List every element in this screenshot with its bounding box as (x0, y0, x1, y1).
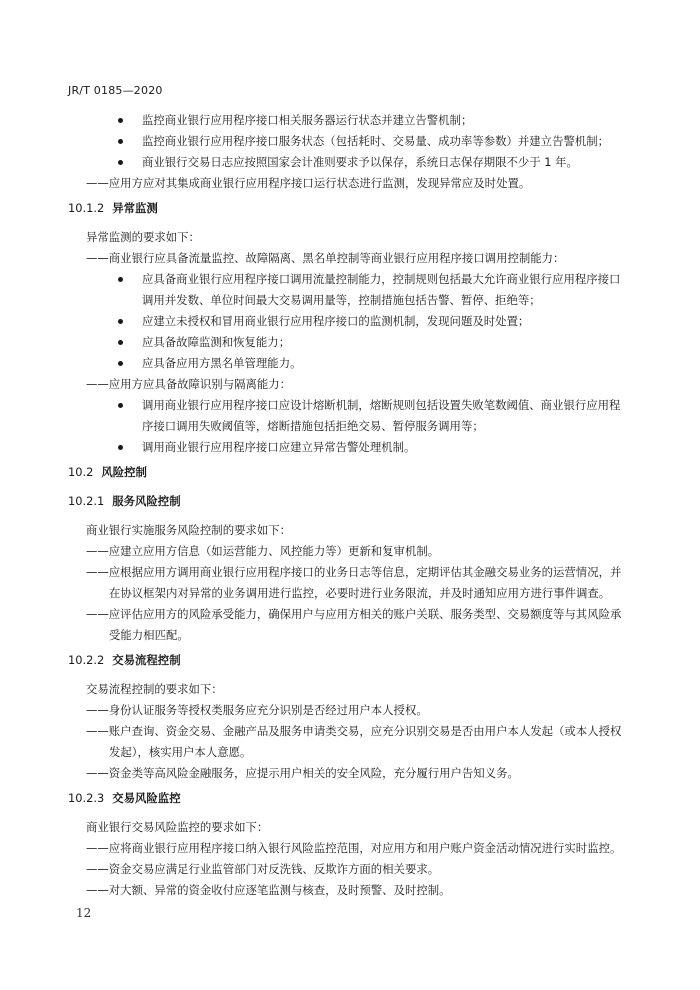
dash-item: ——应根据应用方调用商业银行应用程序接口的业务日志等信息，定期评估其金融交易业务的运营情况，并在协议框架内对异常的业务调用进行监控，必要时进行业务限流，并及时通知应用方进行事件调查。 (86, 565, 622, 600)
section-title: 异常监测 (112, 201, 158, 215)
section-number: 10.2 (68, 465, 94, 479)
section-title: 交易风险监控 (112, 791, 181, 805)
dash-item: ——应用方应对其集成商业银行应用程序接口运行状态进行监测，发现异常应及时处置。 (86, 176, 531, 190)
bullet-dot-icon (118, 160, 123, 165)
bullet-dot-icon (118, 139, 123, 144)
dash-item: ——应将商业银行应用程序接口纳入银行风险监控范围，对应用方和用户账户资金活动情况进行实时监控。 (86, 841, 622, 855)
bullet-dot-icon (118, 277, 123, 282)
bullet-item (68, 332, 628, 353)
section-heading (68, 650, 628, 671)
dash-item: ——资金交易应满足行业监管部门对反洗钱、反欺诈方面的相关要求。 (86, 862, 440, 876)
dash-item: ——账户查询、资金交易、金融产品及服务申请类交易，应充分识别交易是否由用户本人发起（或本人授权发起），核实用户本人意愿。 (86, 724, 622, 759)
section-title: 服务风险控制 (112, 494, 181, 508)
paragraph: 商业银行实施服务风险控制的要求如下： (86, 523, 292, 537)
bullet-item (68, 152, 628, 173)
document-body (68, 110, 628, 901)
section-number: 10.2.2 (68, 653, 105, 667)
paragraph: 交易流程控制的要求如下： (86, 682, 223, 696)
bullet-item (68, 269, 628, 311)
bullet-item (68, 395, 628, 437)
bullet-text: 监控商业银行应用程序接口相关服务器运行状态并建立告警机制； (142, 113, 473, 127)
standard-number: JR/T 0185—2020 (68, 84, 163, 97)
bullet-dot-icon (118, 319, 123, 324)
section-heading (68, 788, 628, 809)
bullet-item (68, 437, 628, 458)
section-title: 风险控制 (101, 465, 147, 479)
bullet-text: 应具备应用方黑名单管理能力。 (142, 356, 302, 370)
bullet-dot-icon (118, 403, 123, 408)
section-heading (68, 462, 628, 483)
bullet-text: 调用商业银行应用程序接口应设计熔断机制，熔断规则包括设置失败笔数阈值、商业银行应用程序接口调用失败阈值等，熔断措施包括拒绝交易、暂停服务调用等； (142, 398, 621, 433)
dash-item: ——应用方应具备故障识别与隔离能力： (86, 377, 292, 391)
section-heading (68, 491, 628, 512)
bullet-text: 应具备商业银行应用程序接口调用流量控制能力，控制规则包括最大允许商业银行应用程序接口调用并发数、单位时间最大交易调用量等，控制措施包括告警、暂停、拒绝等； (142, 272, 621, 307)
dash-item: ——应评估应用方的风险承受能力，确保用户与应用方相关的账户关联、服务类型、交易额度等与其风险承受能力相匹配。 (86, 607, 622, 642)
section-heading (68, 198, 628, 219)
bullet-item (68, 131, 628, 152)
dash-item: ——资金类等高风险金融服务，应提示用户相关的安全风险，充分履行用户告知义务。 (86, 766, 519, 780)
bullet-dot-icon (118, 340, 123, 345)
dash-item: ——商业银行应具备流量监控、故障隔离、黑名单控制等商业银行应用程序接口调用控制能力： (86, 251, 565, 265)
bullet-item (68, 311, 628, 332)
bullet-text: 调用商业银行应用程序接口应建立异常告警处理机制。 (142, 440, 416, 454)
section-title: 交易流程控制 (112, 653, 181, 667)
page-number: 12 (76, 906, 92, 920)
bullet-text: 应建立未授权和冒用商业银行应用程序接口的监测机制，发现问题及时处置； (142, 314, 530, 328)
bullet-text: 商业银行交易日志应按照国家会计准则要求予以保存，系统日志保存期限不少于 1 年。 (142, 155, 578, 169)
dash-item: ——对大额、异常的资金收付应逐笔监测与核查，及时预警、及时控制。 (86, 883, 451, 897)
bullet-item (68, 353, 628, 374)
dash-item: ——应建立应用方信息（如运营能力、风控能力等）更新和复审机制。 (86, 544, 440, 558)
bullet-item (68, 110, 628, 131)
section-number: 10.2.1 (68, 494, 105, 508)
bullet-text: 应具备故障监测和恢复能力； (142, 335, 291, 349)
dash-item: ——身份认证服务等授权类服务应充分识别是否经过用户本人授权。 (86, 703, 428, 717)
paragraph: 商业银行交易风险监控的要求如下： (86, 820, 269, 834)
paragraph: 异常监测的要求如下： (86, 230, 200, 244)
bullet-dot-icon (118, 445, 123, 450)
bullet-text: 监控商业银行应用程序接口服务状态（包括耗时、交易量、成功率等参数）并建立告警机制； (142, 134, 610, 148)
section-number: 10.1.2 (68, 201, 105, 215)
bullet-dot-icon (118, 118, 123, 123)
bullet-dot-icon (118, 361, 123, 366)
section-number: 10.2.3 (68, 791, 105, 805)
